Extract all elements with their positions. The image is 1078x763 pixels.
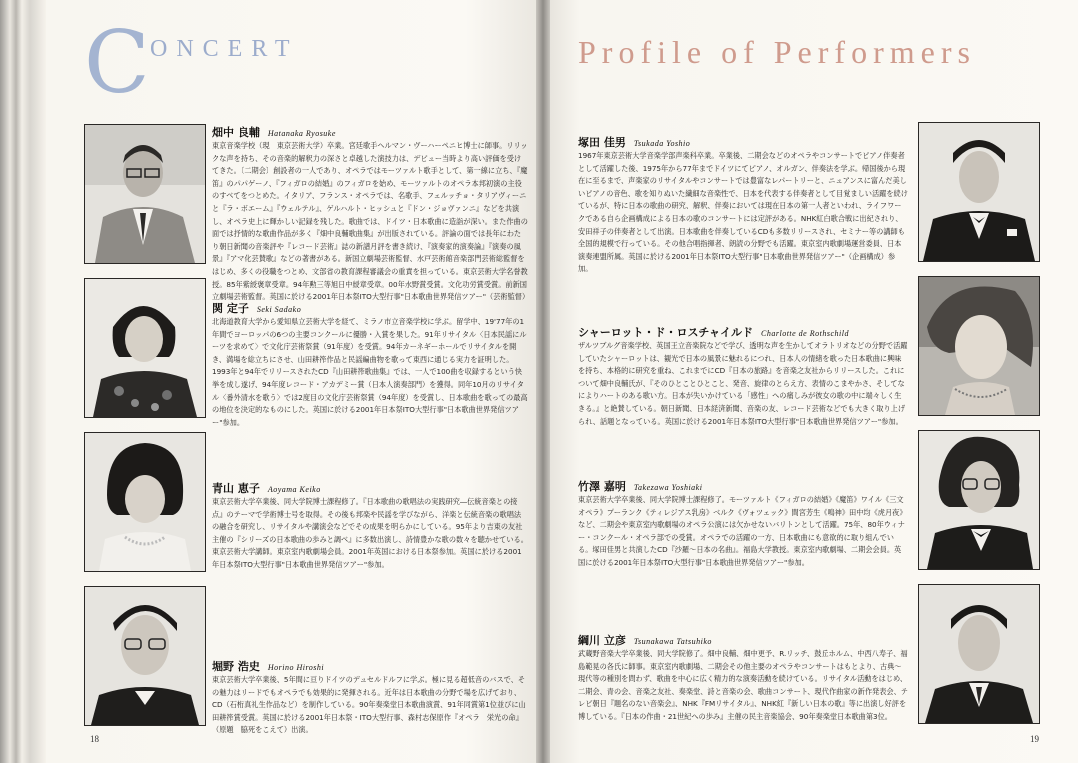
performer-bio <box>212 674 528 738</box>
name-romaji: Horino Hiroshi <box>267 663 325 672</box>
concert-initial: C <box>84 13 150 113</box>
name-romaji: Tsukada Yoshio <box>633 139 691 148</box>
performer-photo <box>918 276 1040 416</box>
performer-photo <box>918 122 1040 262</box>
performer-bio <box>578 648 908 732</box>
portrait-image <box>85 433 205 571</box>
name-romaji: Takezawa Yoshiaki <box>633 483 703 492</box>
bio-text: 東京芸術大学卒業後、同大学院博士課程修了。『日本歌曲の歌唱法の実践研究―伝統音楽との接点』のテーマで学術博士号を取得。その後も邦楽や民謡を学びながら、洋楽と伝統音楽の歌唱法の融合を研究し、リサイタルや講演会などでその成果を明らかにしている。95年より吉東の友社主催の『シリーズの日本歌曲の歩みと調べ』に多数出演し、詩情豊かな歌の数々を聴かせている。東京芸術大学講師。東京室内歌劇場会員。2001年英国における日本祭参加。英国に於ける2001年日本祭ITO大型行事"日本歌曲世界発信ツアー"参加。 <box>212 497 528 569</box>
name-kanji: 畑中 良輔 <box>212 126 260 139</box>
bio-text: ザルツブルグ音楽学校、英国王立音楽院などで学び、透明な声を生かしてオラトリオなどの分野で活躍していたシャーロットは、観光で日本の風景に魅れるにつれ、日本人の情緒を歌った日本歌曲に興味を持ち、本格的に研究を重ね、これまでにCD『日本の旅路』を音楽之友社からリリースした。これについて畑中良輔氏が、『そのひとことひとこと、発音、旋律のとらえ方、表情のこまやかさ、そしてなによりハートのある歌い方。日本が失いかけている「感性」への痛しみが彼女の歌の中に端々しく生きる。』と絶賛している。朝日新聞、日本経済新聞、音楽の友、レコード芸術などでも大きく取り上げられ、話題となっている。英国に於ける2001年日本祭ITO大型行事"日本歌曲世界発信ツアー"参加。 <box>578 341 908 426</box>
bio-text: 武蔵野音楽大学卒業後、同大学院修了。畑中良輔、畑中更予、R.リッチ、鼓丘ホルム、中西八寿子、福島範晃の各氏に師事。東京室内歌劇場、二期会その他主要のオペラやコンサートはもとより、古典～現代等の種別を問わず、歌曲を中心に広く精力的な演奏活動を続けている。リサイタル活動をはじめ、二期会、青の会、音楽之友社、奏楽堂、詩と音楽の会、歌曲コンサート、現代作曲家の新作発表会、テレビ朝日『題名のない音楽会』、NHK『FMリサイタル』、NHK紅『新しい日本の歌』等に出演し好評を博している。『日本の作曲・21世紀への歩み』主催の民主音楽協会、90年奏楽堂日本歌曲第3位。 <box>578 649 908 721</box>
performer-name <box>212 658 324 674</box>
performer-name <box>212 480 321 496</box>
performer-name <box>578 324 849 340</box>
performer-photo <box>84 278 206 418</box>
performer-bio <box>212 496 528 576</box>
name-romaji: Seki Sadako <box>256 305 302 314</box>
performer-bio <box>578 340 908 446</box>
performer-bio <box>212 316 528 427</box>
portrait-image <box>85 279 205 417</box>
performer-name <box>578 134 690 150</box>
portrait-image <box>919 585 1039 723</box>
name-kanji: 竹澤 嘉明 <box>578 480 626 493</box>
concert-title: ONCERT <box>150 36 299 62</box>
bio-text: 東京芸術大学卒業後、同大学院博士課程修了。モーツァルト《フィガロの結婚》《魔笛》ワイル《三文オペラ》プーランク《ティレジアス乳房》ベルク《ヴォツェック》間宮芳生《鳴神》田中均《虎月夜》など、二期会や東京室内歌劇場のオペラ公演には欠かせないバリトンとして活躍。75年、80年ウィナー・コンクール・オペラ部での受賞。オペラでの活躍の一方、日本歌曲にも意欲的に取り組んでいる。塚田佳男と共演したCD『沙羅～日本の名曲』。福島大学教授。東京室内歌劇場、二期会会員。英国に於ける2001年日本祭ITO大型行事"日本歌曲世界発信ツアー"参加。 <box>578 495 907 567</box>
profile-heading: Profile of Performers <box>578 34 976 70</box>
performer-bio <box>212 140 530 302</box>
page-number-right: 19 <box>1030 734 1039 744</box>
performer-photo <box>84 124 206 264</box>
page-number-left: 18 <box>90 734 99 744</box>
name-kanji: 堀野 浩史 <box>212 660 260 673</box>
portrait-image <box>919 277 1039 415</box>
performer-photo <box>84 432 206 572</box>
name-romaji: Aoyama Keiko <box>267 485 321 494</box>
portrait-image <box>85 587 205 725</box>
performer-name <box>578 478 702 494</box>
portrait-image <box>85 125 205 263</box>
name-kanji: 綱川 立彦 <box>578 634 626 647</box>
bio-text: 1967年東京芸術大学音楽学部声楽科卒業。卒業後、二期会などのオペラやコンサートでピアノ伴奏者として活躍した後、1975年から77年までドイツにてピアノ、オルガン、伴奏法を学ぶ。帰国後から現在に至るまで、声楽家のリサイタルやコンサートでは豊富なレパートリーと、ニュアンスに富んだ美しいピアノの音色、歌を知りぬいた繊細な音楽性で、日本を代表する伴奏者として目覚ましい活躍を続けているが、特に日本の歌曲の研究、解釈、伴奏においては現在日本の第一人者といわれ、ライフワークである自ら企画構成による日本の歌のコンサートには定評がある。NHK紅白歌合戦に出紀されり、安田祥子の伴奏者として出演。日本歌曲を伴奏しているCDも多数リリースされ、セミナー等の講師も全国的規模で行っている。その他合唱指揮者、朗読の分野でも活躍。東京室内歌劇場運営委員、日本演奏連盟所属。英国に於ける2001年日本祭ITO大型行事"日本歌曲世界発信ツアー"（企画構成）参加。 <box>578 151 908 274</box>
portrait-image <box>919 123 1039 261</box>
name-kanji: 塚田 佳男 <box>578 136 626 149</box>
name-kanji: 関 定子 <box>212 302 249 315</box>
performer-bio <box>578 150 908 274</box>
performer-name <box>212 300 301 316</box>
name-romaji: Hatanaka Ryosuke <box>267 129 336 138</box>
bio-text: 東京音楽学校（現 東京芸術大学）卒業。宮廷歌手ヘルマン・ヴーハーペニヒ博士に師事。リリックな声を持ち、その音楽的解釈力の深さと卓越した演技力は、デビュー当時より高い評価を受けてきた。〔二期会〕創設者の一人であり、オペラではモーツァルト歌手として、第一線に立ち、『魔笛』のパパゲーノ、『フィガロの結婚』のフィガロを始め、モーツァルトのオペラ本邦初演の主役のすべてをつとめた。イタリア、フランス・オペラでは、名歌手、フェルッチョ・タリアヴィーニと『ラ・ボエーム』『ウェルテル』、ゲルハルト・ヒッシュと『ドン・ジョヴァンニ』などを共演し、オペラ史上に輝かしい記録を残した。歌曲では、ドイツ・日本歌曲に造詣が深い。また作曲の面では抒情的な歌曲作品が多く『畑中良輔歌曲集』が出版されている。評論の面では長年にわたり朝日新聞の音楽評や『レコード芸術』誌の新譜月評を書き続け、『演奏家的演奏論』『演奏の風景』『アマ化芸賛歌』などの著書がある。新国立劇場芸術監督、水戸芸術館音楽部門芸術総監督をはじめ、多くの役職をつとめ、文部省の教育課程審議会の重責を担っている。東京芸術大学名誉教授。85年紫綬褒章受章。94年勲三等旭日中綬章受章。00年水野賞受賞。文化功労賞受賞。前新国立劇場芸術監督。英国に於ける2001年日本祭ITO大型行事"日本歌曲世界発信ツアー"（芸術監督） <box>212 141 530 302</box>
bio-text: 北海道教育大学から愛知県立芸術大学を経て、ミラノ市立音楽学校に学ぶ。留学中、19'77年の1年間でヨーロッパの6つの主要コンクールに優勝・入賞を果した。91年リサイタル〈日本民謡にルーツを求めて〉で文化庁芸術祭賞（91年度）を受賞。94年カーネギーホールでリサイタルを開き、満場を総立ちにさせ、山田耕筰作品と民謡編曲物を歌って東西に通じる実力を証明した。1993年と94年でリリースされたCD『山田耕筰歌曲集』では、一人で100曲を収録するという快挙を成し遂げ、94年度レコード・アカデミー賞（日本人演奏部門）を獲得。同年10月のリサイタル〈番外清水を歌う〉では2度目の文化庁芸術祭賞（94年度）を受賞し、日本歌曲を歌っての最高の地位を決定的なものにした。英国に於ける2001年日本祭ITO大型行事"日本歌曲世界発信ツアー"参加。 <box>212 317 528 427</box>
performer-name <box>578 632 712 648</box>
name-kanji: シャーロット・ド・ロスチャイルド <box>578 326 754 339</box>
performer-photo <box>918 584 1040 724</box>
name-romaji: Charlotte de Rothschild <box>761 329 849 338</box>
bio-text: 東京芸術大学卒業後、5年間に亘りドイツのデュセルドルフに学ぶ。極に見る超低音のバスで、その魅力はリードでもオペラでも効果的に発揮される。近年は日本歌曲の分野で場を広げており、CD（石桁真礼生作品など）を制作している。90年奏楽堂日本歌曲演賞、91年同賞第1位並びに山田耕筰賞受賞。英国に於ける2001年日本祭・ITO大型行事、森村志保原作『オペラ 栄光の命』（原題 脇死をこえて）出演。 <box>212 675 526 735</box>
portrait-image <box>919 431 1039 569</box>
book-gutter <box>536 0 550 763</box>
page-stack-edge <box>0 0 46 763</box>
performer-name <box>212 124 336 140</box>
performer-bio <box>578 494 908 574</box>
performer-photo <box>918 430 1040 570</box>
name-kanji: 青山 恵子 <box>212 482 260 495</box>
performer-photo <box>84 586 206 726</box>
name-romaji: Tsunakawa Tatsuhiko <box>633 637 712 646</box>
